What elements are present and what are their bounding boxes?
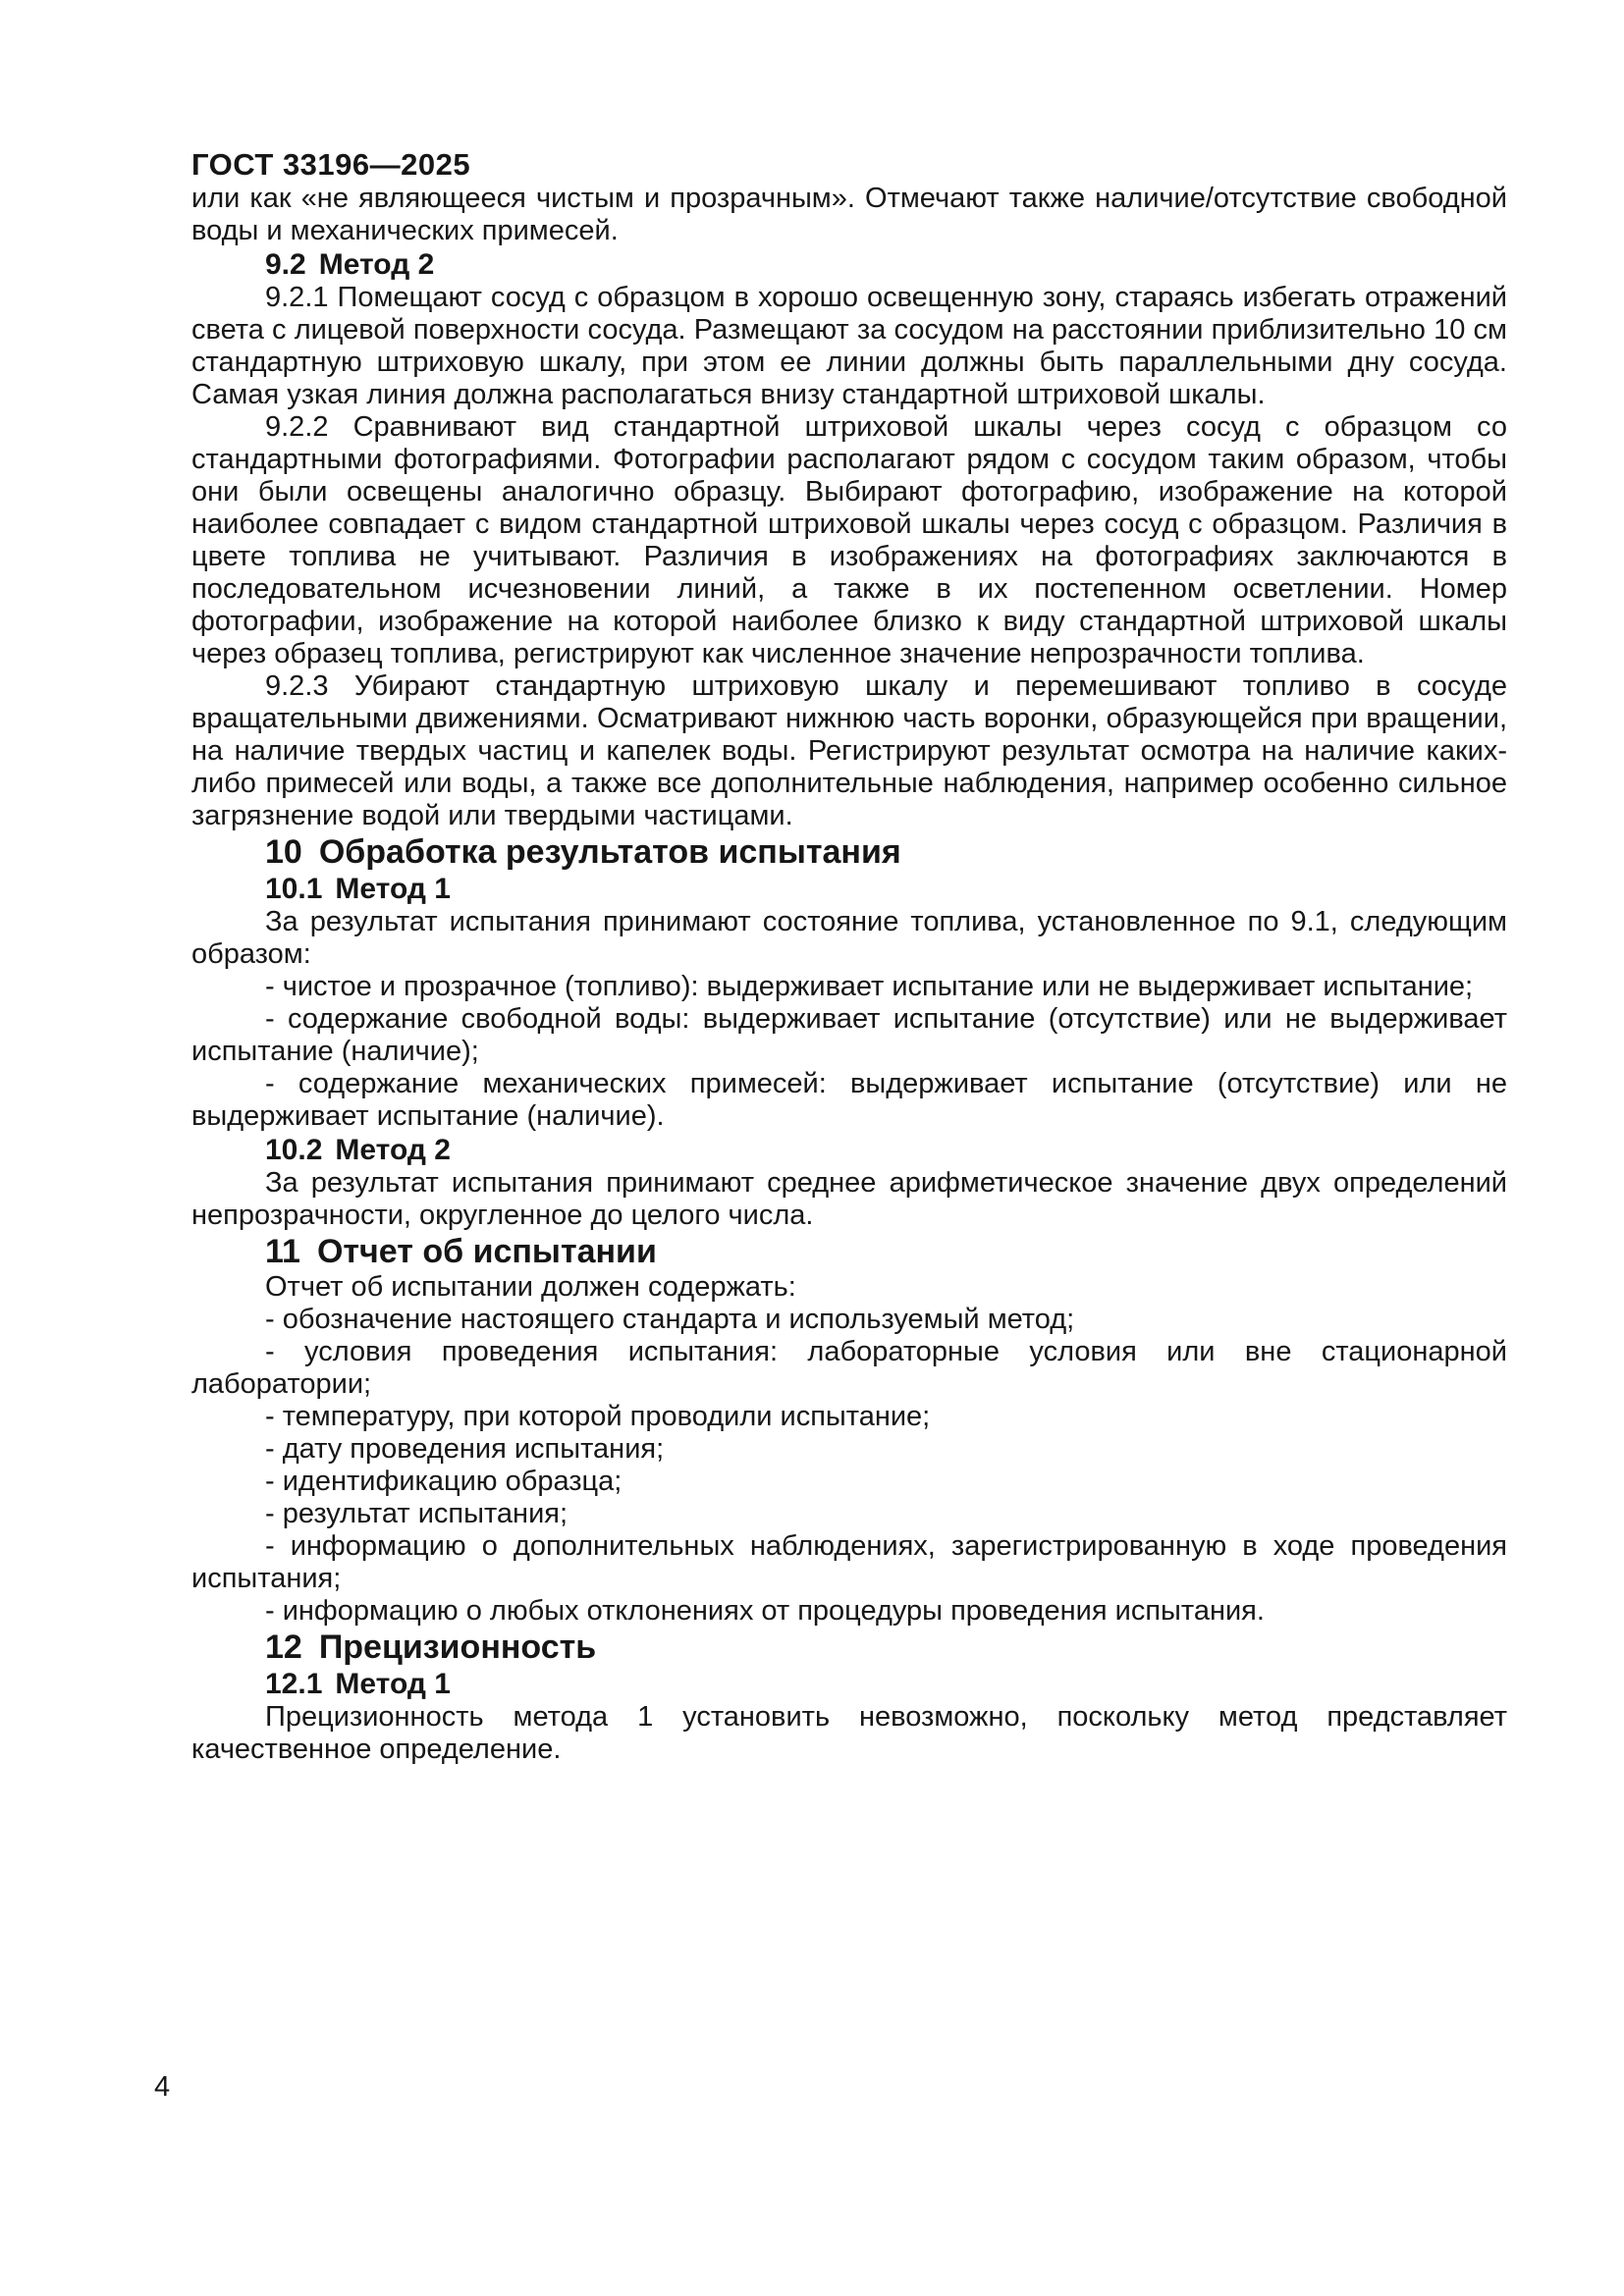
paragraph-11-intro: Отчет об испытании должен содержать: xyxy=(265,1271,796,1303)
document-header: ГОСТ 33196—2025 xyxy=(191,147,471,182)
list-item: - содержание механических примесей: выдерживает испытание (отсутствие) или не выдерживает испытание (наличие). xyxy=(191,1068,1507,1132)
subsection-title: Метод 1 xyxy=(335,1668,451,1700)
section-number: 11 xyxy=(265,1233,300,1270)
list-item: - информацию о любых отклонениях от процедуры проведения испытания. xyxy=(265,1595,1265,1627)
subsection-title: Метод 2 xyxy=(335,1134,451,1166)
paragraph-9-2-2: 9.2.2 Сравнивают вид стандартной штриховой шкалы через сосуд с образцом со стандартными фотографиями. Фотографии располагают рядом с сосудом таким образом, чтобы они были освещены аналогично образцу. Выбирают фотографию, изображение на которой наиболее совпадает с видом стандартной штриховой шкалы через сосуд с образцом. Различия в цвете топлива не учитывают. Различия в изображениях на фотографиях заключаются в последовательном исчезновении линий, а также в их постепенном осветлении. Номер фотографии, изображение на которой наиболее близко к виду стандартной штриховой шкалы через образец топлива, регистрируют как численное значение непрозрачности топлива. xyxy=(191,411,1507,669)
list-item: - содержание свободной воды: выдерживает испытание (отсутствие) или не выдерживает испытание (наличие); xyxy=(191,1003,1507,1067)
list-item: - результат испытания; xyxy=(265,1498,568,1529)
section-title: Прецизионность xyxy=(318,1629,597,1666)
section-number: 12 xyxy=(265,1629,302,1666)
section-title: Отчет об испытании xyxy=(316,1233,657,1270)
subsection-title: Метод 2 xyxy=(318,248,435,281)
section-heading-10 xyxy=(265,832,1507,872)
list-item: - информацию о дополнительных наблюдениях, зарегистрированную в ходе проведения испытания; xyxy=(191,1530,1507,1594)
section-heading-11 xyxy=(265,1232,1507,1271)
list-item: - идентификацию образца; xyxy=(265,1466,623,1497)
paragraph-10-1-intro: За результат испытания принимают состояние топлива, установленное по 9.1, следующим образом: xyxy=(191,906,1507,970)
paragraph-9-2-3: 9.2.3 Убирают стандартную штриховую шкалу и перемешивают топливо в сосуде вращательными движениями. Осматривают нижнюю часть воронки, образующейся при вращении, на наличие твердых частиц и капелек воды. Регистрируют результат осмотра на наличие каких-либо примесей или воды, а также все дополнительные наблюдения, например особенно сильное загрязнение водой или твердыми частицами. xyxy=(191,670,1507,831)
page-number: 4 xyxy=(154,2071,171,2103)
subsection-number: 9.2 xyxy=(265,248,306,281)
section-number: 10 xyxy=(265,833,302,871)
subsection-heading-9-2 xyxy=(265,247,1507,282)
section-title: Обработка результатов испытания xyxy=(318,833,901,871)
document-content xyxy=(191,147,1507,1766)
subsection-heading-10-2 xyxy=(265,1133,1507,1167)
subsection-heading-12-1 xyxy=(265,1667,1507,1701)
subsection-number: 12.1 xyxy=(265,1668,323,1700)
paragraph-9-2-1: 9.2.1 Помещают сосуд с образцом в хорошо освещенную зону, стараясь избегать отражений света с лицевой поверхности сосуда. Размещают за сосудом на расстоянии приблизительно 10 см стандартную штриховую шкалу, при этом ее линии должны быть параллельными дну сосуда. Самая узкая линия должна располагаться внизу стандартной штриховой шкалы. xyxy=(191,282,1507,410)
subsection-number: 10.1 xyxy=(265,873,323,905)
paragraph-10-2: За результат испытания принимают среднее арифметическое значение двух определений непрозрачности, округленное до целого числа. xyxy=(191,1167,1507,1231)
subsection-heading-10-1 xyxy=(265,872,1507,906)
list-item: - обозначение настоящего стандарта и используемый метод; xyxy=(265,1304,1075,1335)
paragraph-intro: или как «не являющееся чистым и прозрачным». Отмечают также наличие/отсутствие свободной воды и механических примесей. xyxy=(191,183,1507,246)
subsection-title: Метод 1 xyxy=(335,873,451,905)
list-item: - температуру, при которой проводили испытание; xyxy=(265,1401,931,1432)
paragraph-12-1: Прецизионность метода 1 установить невозможно, поскольку метод представляет качественное определение. xyxy=(191,1701,1507,1765)
list-item: - чистое и прозрачное (топливо): выдерживает испытание или не выдерживает испытание; xyxy=(265,971,1474,1002)
subsection-number: 10.2 xyxy=(265,1134,323,1166)
list-item: - условия проведения испытания: лабораторные условия или вне стационарной лаборатории; xyxy=(191,1336,1507,1400)
list-item: - дату проведения испытания; xyxy=(265,1433,665,1465)
section-heading-12 xyxy=(265,1628,1507,1667)
